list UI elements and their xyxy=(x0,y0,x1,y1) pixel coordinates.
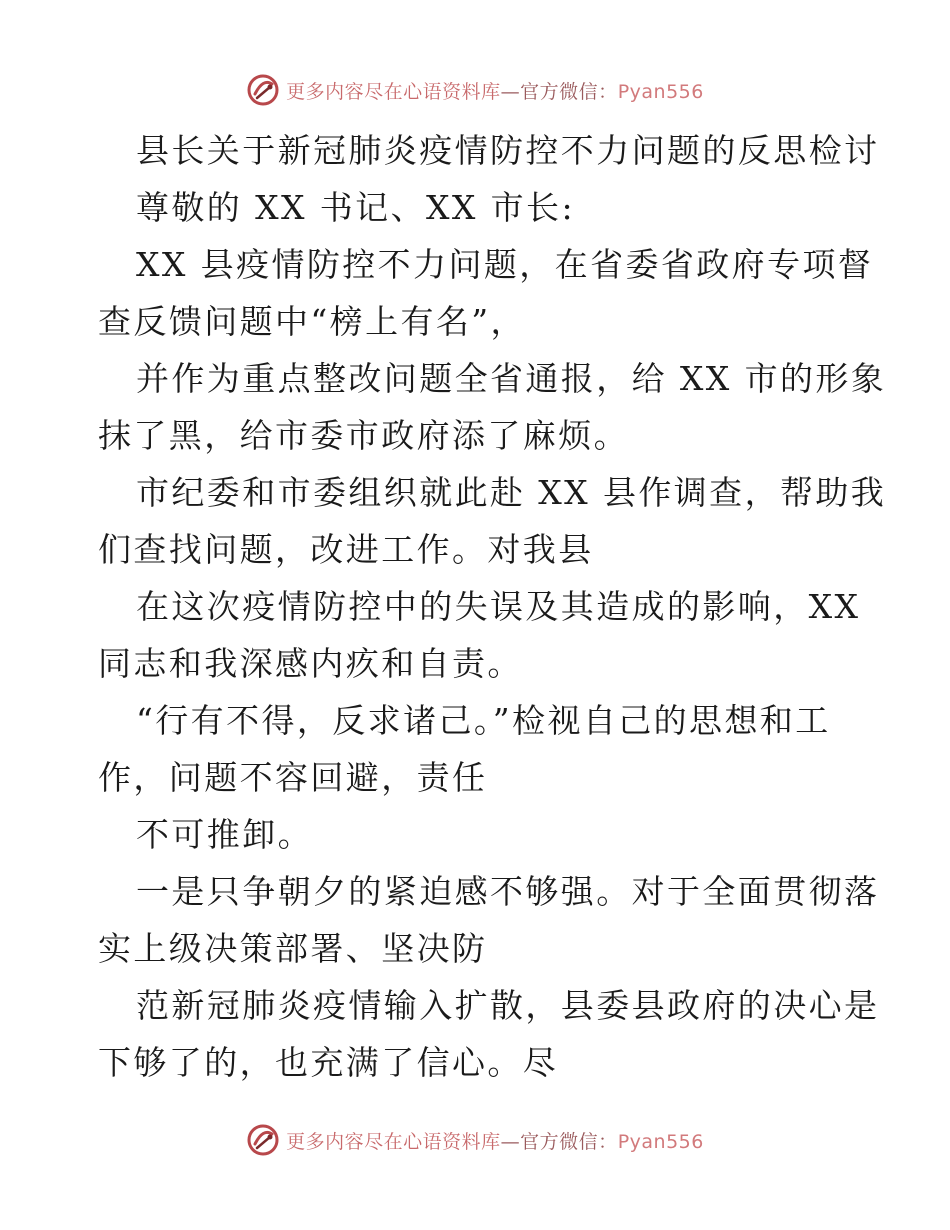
banner-text xyxy=(286,77,704,104)
brand-logo-icon xyxy=(246,73,280,107)
doc-line: 作，问题不容回避，责任 xyxy=(98,758,488,797)
banner-main-text: 更多内容尽在心语资料库 xyxy=(286,80,501,103)
doc-line: 实上级决策部署、坚决防 xyxy=(98,929,488,968)
doc-salutation: 尊敬的 XX 书记、XX 市长: xyxy=(136,188,575,227)
banner-wechat-label: —官方微信： xyxy=(500,1130,618,1153)
banner-text xyxy=(286,1127,704,1154)
banner-wechat-label: —官方微信： xyxy=(500,80,618,103)
banner-inner xyxy=(246,1123,704,1157)
doc-line: 范新冠肺炎疫情输入扩散，县委县政府的决心是 xyxy=(136,986,880,1025)
doc-line: 在这次疫情防控中的失误及其造成的影响，XX xyxy=(136,587,861,626)
doc-line: 抹了黑，给市委市政府添了麻烦。 xyxy=(98,416,629,455)
doc-line: 不可推卸。 xyxy=(136,815,313,854)
doc-line: 并作为重点整改问题全省通报，给 XX 市的形象 xyxy=(136,359,887,398)
header-banner xyxy=(0,70,950,110)
doc-line: XX 县疫情防控不力问题，在省委省政府专项督 xyxy=(136,245,874,284)
banner-wechat-id: Pyan556 xyxy=(617,80,704,103)
banner-inner xyxy=(246,73,704,107)
banner-main-text: 更多内容尽在心语资料库 xyxy=(286,1130,501,1153)
doc-title: 县长关于新冠肺炎疫情防控不力问题的反思检讨 xyxy=(136,131,880,170)
doc-line: 市纪委和市委组织就此赴 XX 县作调查，帮助我 xyxy=(136,473,887,512)
footer-banner xyxy=(0,1120,950,1160)
brand-logo-icon xyxy=(246,1123,280,1157)
document-body xyxy=(98,122,887,1091)
doc-line: “行有不得，反求诸己。”检视自己的思想和工 xyxy=(136,701,831,740)
doc-line: 们查找问题，改进工作。对我县 xyxy=(98,530,594,569)
doc-line: 同志和我深感内疚和自责。 xyxy=(98,644,523,683)
doc-line: 一是只争朝夕的紧迫感不够强。对于全面贯彻落 xyxy=(136,872,880,911)
doc-line: 下够了的，也充满了信心。尽 xyxy=(98,1043,559,1082)
doc-line: 查反馈问题中“榜上有名”， xyxy=(98,302,526,341)
banner-wechat-id: Pyan556 xyxy=(617,1130,704,1153)
